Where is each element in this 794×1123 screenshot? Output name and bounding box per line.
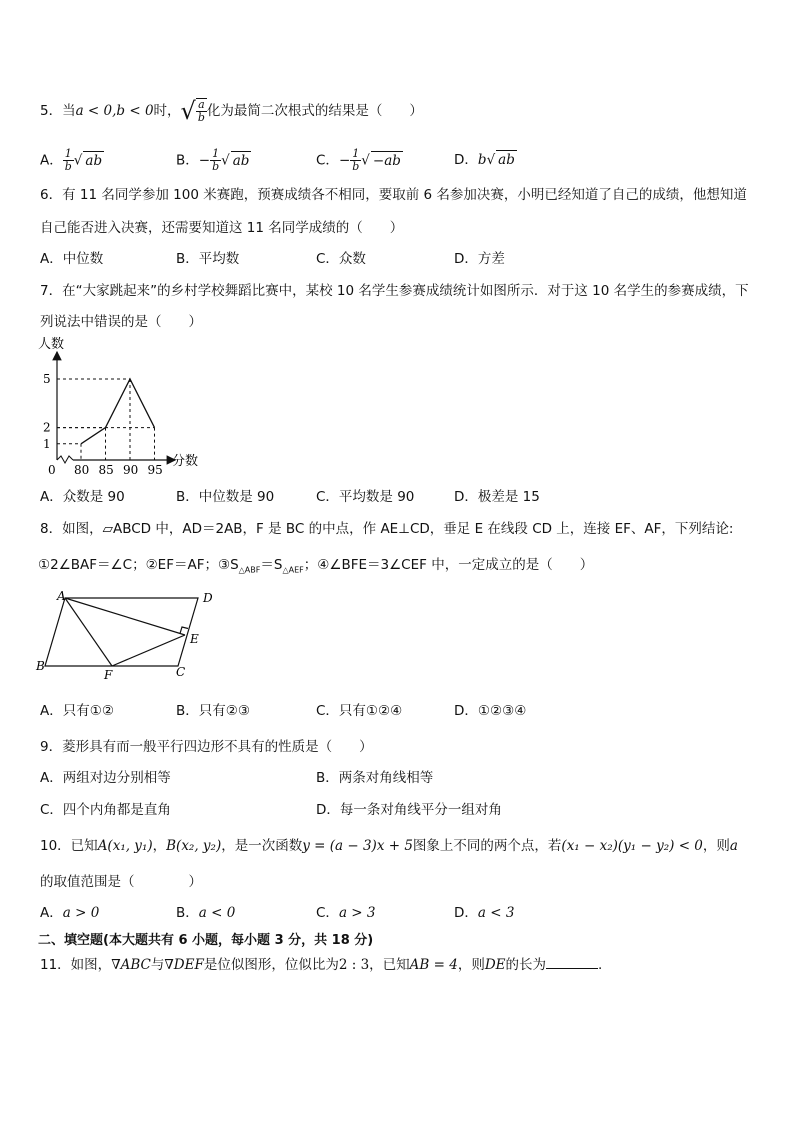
q10-option-b[interactable]: B．a < 0	[176, 905, 236, 921]
q10-option-a[interactable]: A．a > 0	[40, 905, 100, 921]
q8-stem-line2: ①2∠BAF＝∠C；②EF＝AF；$③S_{\triangle ABF}=S_{\triangle AEF}$；④∠BFE＝3∠CEF 中，一定成立的是（ ）	[38, 557, 594, 575]
q7-option-d[interactable]: D．极差是 15	[454, 489, 540, 505]
label-f: F	[104, 668, 113, 682]
q9-option-c[interactable]: C．四个内角都是直角	[40, 802, 171, 818]
q8-option-b[interactable]: B．只有②③	[176, 703, 250, 719]
sqrt-sign: √	[361, 152, 370, 169]
x-tick-label: 90	[123, 463, 139, 477]
q10-option-d[interactable]: D．a < 3	[454, 905, 515, 921]
y-tick-label: 1	[43, 436, 51, 451]
q8-option-a[interactable]: A．只有①②	[40, 703, 114, 719]
q7-line-chart	[30, 332, 220, 484]
x-tick-label: 95	[147, 463, 163, 477]
q5-option-a[interactable]: A． $\frac{1}{b}$ √ ab	[40, 147, 103, 173]
segment-ae	[65, 598, 185, 635]
label-b: B	[36, 659, 45, 673]
q5-option-b[interactable]: B．− $\frac{1}{b}$ √ ab	[176, 147, 250, 173]
q8-option-d[interactable]: D．①②③④	[454, 703, 527, 719]
q5-radical-sign: √	[180, 97, 196, 125]
sqrt-sign: √	[73, 152, 83, 169]
q6-option-d[interactable]: D．方差	[454, 251, 505, 267]
y-tick-label: 2	[43, 420, 51, 435]
q6-option-b[interactable]: B．平均数	[176, 251, 240, 267]
q5-condition-math: a < 0,b < 0	[75, 103, 154, 119]
q9-stem: 9．菱形具有而一般平行四边形不具有的性质是（ ）	[40, 739, 373, 755]
q9-option-a[interactable]: A．两组对边分别相等	[40, 770, 171, 786]
section-2-heading: 二、填空题(本大题共有 6 小题，每小题 3 分，共 18 分)	[38, 933, 374, 948]
q11-stem: 11．如图，∇ABC与∇DEF是位似图形，位似比为2 : 3，已知AB = 4，则DE的长为 .	[40, 957, 603, 973]
series-line	[81, 379, 155, 444]
q5-option-d[interactable]: D．b√ ab	[454, 152, 515, 168]
q10-option-c[interactable]: C．a > 3	[316, 905, 376, 921]
q10-stem-line1: 10．已知A(x₁, y₁)，B(x₂, y₂)，是一次函数y = (a − 3)x + 5图象上不同的两个点，若(x₁ − x₂)(y₁ − y₂) < 0，则a	[40, 838, 738, 854]
q11-answer-blank[interactable]	[546, 956, 598, 969]
q8-stem-line1: 8．如图，▱ABCD 中，AD＝2AB，F 是 BC 的中点，作 AE⊥CD，垂足 E 在线段 CD 上，连接 EF、AF，下列结论:	[40, 521, 734, 537]
label-d: D	[203, 591, 213, 605]
y-axis-label: 人数	[38, 337, 65, 352]
q9-option-d[interactable]: D．每一条对角线平分一组对角	[316, 802, 502, 818]
segment-fe	[112, 635, 185, 666]
q6-option-c[interactable]: C．众数	[316, 251, 366, 267]
x-tick-label: 80	[74, 463, 90, 477]
label-e: E	[190, 632, 199, 646]
q5-option-c[interactable]: C．− $\frac{1}{b}$ √ −ab	[316, 147, 401, 173]
segment-af	[65, 598, 112, 666]
x-axis-label: 分数	[172, 454, 199, 469]
q6-option-a[interactable]: A．中位数	[40, 251, 104, 267]
q7-option-b[interactable]: B．中位数是 90	[176, 489, 275, 505]
sqrt-sign: √	[486, 152, 496, 168]
right-angle-mark	[180, 627, 188, 634]
q8-option-c[interactable]: C．只有①②④	[316, 703, 403, 719]
q8-parallelogram-figure	[30, 588, 230, 683]
label-c: C	[176, 665, 186, 679]
q10-stem-line2: 的取值范围是（ ）	[40, 874, 202, 890]
q7-option-a[interactable]: A．众数是 90	[40, 489, 125, 505]
q9-option-b[interactable]: B．两条对角线相等	[316, 770, 434, 786]
q7-stem-line1: 7．在“大家跳起来”的乡村学校舞蹈比赛中，某校 10 名学生参赛成绩统计如图所示．对于这 10 名学生的参赛成绩，下	[40, 283, 749, 299]
q5-stem: 5．当a < 0,b < 0时，√ $\frac{a}{b}$ 化为最简二次根式的结果是（ ）	[40, 97, 423, 125]
q5-radicand-fraction: $\frac{a}{b}$	[197, 98, 205, 124]
q6-stem-line2: 自己能否进入决赛，还需要知道这 11 名同学成绩的（ ）	[40, 220, 404, 236]
axis-break	[57, 456, 73, 463]
sqrt-sign: √	[221, 152, 230, 169]
label-a: A	[57, 589, 66, 603]
q6-stem-line1: 6．有 11 名同学参加 100 米赛跑，预赛成绩各不相同，要取前 6 名参加决赛，小明已经知道了自己的成绩，他想知道	[40, 187, 747, 203]
x-tick-label: 85	[98, 463, 114, 477]
q7-stem-line2: 列说法中错误的是（ ）	[40, 314, 202, 330]
origin-label: 0	[48, 463, 56, 477]
q7-option-c[interactable]: C．平均数是 90	[316, 489, 415, 505]
y-tick-label: 5	[43, 372, 51, 386]
